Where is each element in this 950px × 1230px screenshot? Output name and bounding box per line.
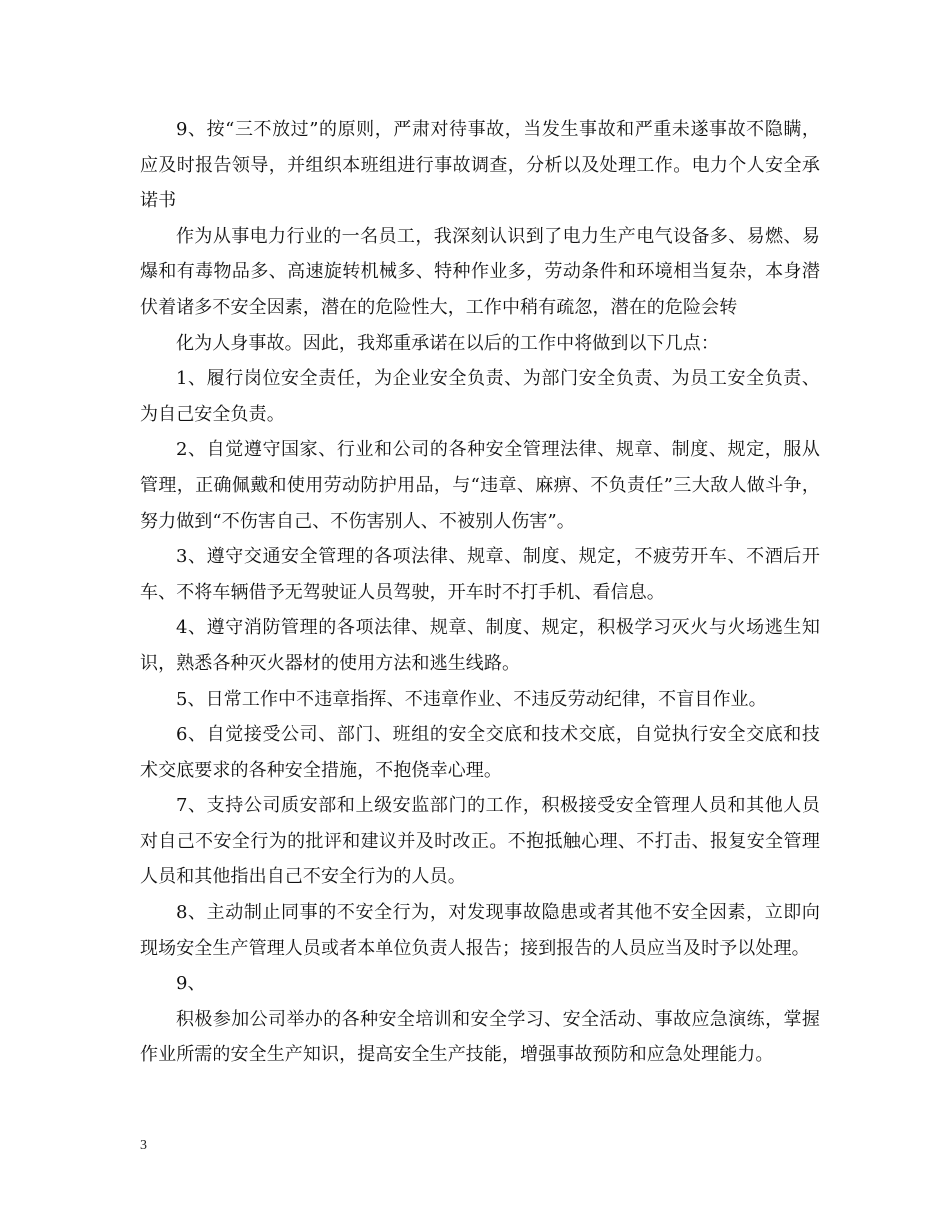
paragraph-item-4: 4、遵守消防管理的各项法律、规章、制度、规定，积极学习灭火与火场逃生知识，熟悉各种灭火器材的使用方法和逃生线路。 [140,617,820,674]
paragraph-item-5: 5、日常工作中不违章指挥、不违章作业、不违反劳动纪律，不盲目作业。 [176,688,767,710]
document-body [140,112,820,1073]
paragraph-item-9-text: 积极参加公司举办的各种安全培训和安全学习、安全活动、事故应急演练，掌握作业所需的安全生产知识，提高安全生产技能，增强事故预防和应急处理能力。 [140,1008,820,1066]
paragraph-item-9-number: 9、 [176,973,206,995]
paragraph-item-7: 7、支持公司质安部和上级安监部门的工作，积极接受安全管理人员和其他人员对自己不安全行为的批评和建议并及时改正。不抱抵触心理、不打击、报复安全管理人员和其他指出自己不安全行为的人员。 [140,795,820,888]
paragraph-item-6: 6、自觉接受公司、部门、班组的安全交底和技术交底，自觉执行安全交底和技术交底要求的各种安全措施，不抱侥幸心理。 [140,724,820,781]
paragraph-item-2: 2、自觉遵守国家、行业和公司的各种安全管理法律、规章、制度、规定，服从管理，正确佩戴和使用劳动防护用品，与“违章、麻痹、不负责任”三大敌人做斗争，努力做到“不伤害自己、不伤害别人、不被别人伤害”。 [140,439,820,532]
paragraph-intro: 作为从事电力行业的一名员工，我深刻认识到了电力生产电气设备多、易燃、易爆和有毒物品多、高速旋转机械多、特种作业多，劳动条件和环境相当复杂，本身潜伏着诸多不安全因素，潜在的危险性大，工作中稍有疏忽，潜在的危险会转 [140,225,820,318]
paragraph-item-8: 8、主动制止同事的不安全行为，对发现事故隐患或者其他不安全因素，立即向现场安全生产管理人员或者本单位负责人报告；接到报告的人员应当及时予以处理。 [140,902,820,959]
page-number: 3 [140,1138,147,1153]
paragraph-item-1: 1、履行岗位安全责任，为企业安全负责、为部门安全负责、为员工安全负责、为自己安全负责。 [140,368,820,425]
paragraph-item-3: 3、遵守交通安全管理的各项法律、规章、制度、规定，不疲劳开车、不酒后开车、不将车辆借予无驾驶证人员驾驶，开车时不打手机、看信息。 [140,546,820,603]
paragraph-intro-continued: 化为人身事故。因此，我郑重承诺在以后的工作中将做到以下几点： [176,332,719,354]
paragraph-rule-9-and-title: 9、按“三不放过”的原则，严肃对待事故，当发生事故和严重未遂事故不隐瞒，应及时报告领导，并组织本班组进行事故调查，分析以及处理工作。电力个人安全承诺书 [140,119,820,212]
